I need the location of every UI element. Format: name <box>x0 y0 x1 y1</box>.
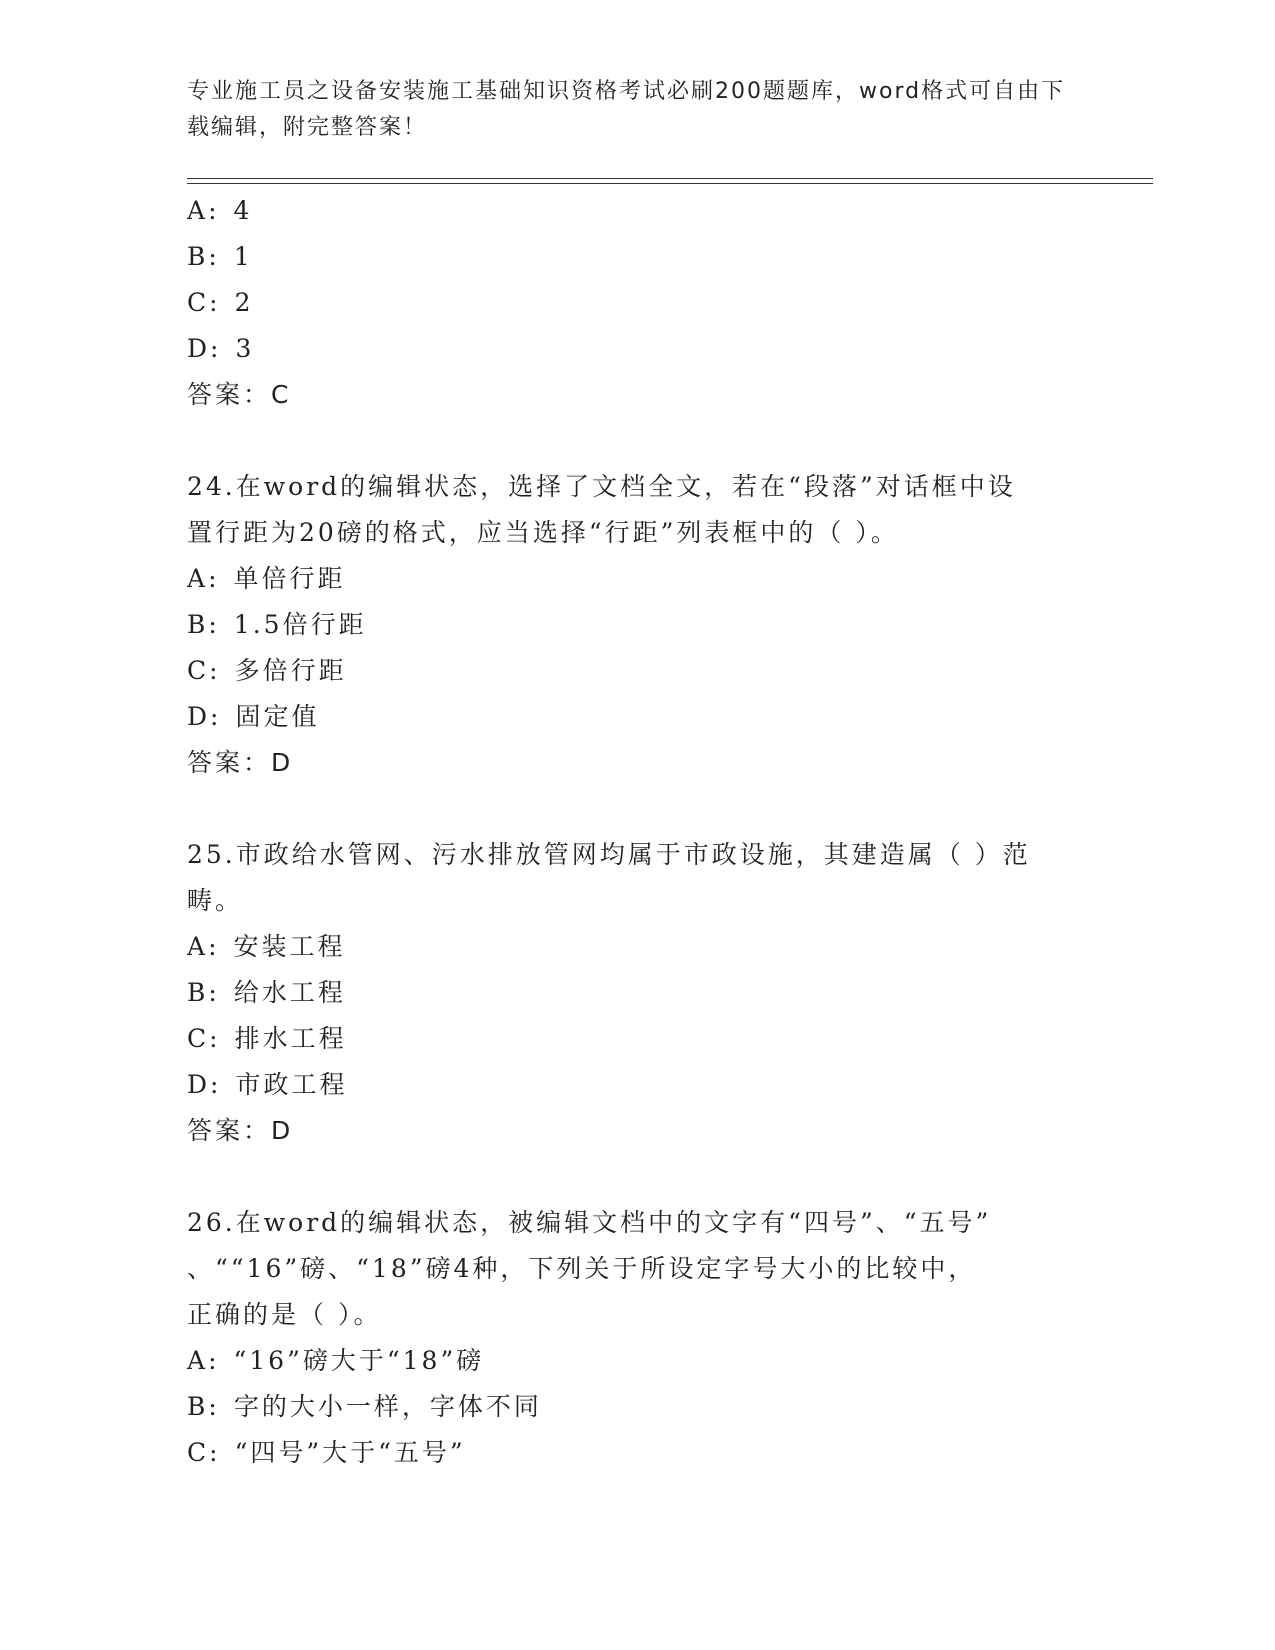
option-text: 3 <box>235 334 255 363</box>
question-text-line: 26.在word的编辑状态，被编辑文档中的文字有“四号”、“五号” <box>187 1208 992 1237</box>
option-text: 4 <box>233 196 253 225</box>
question-text-line: 、““16”磅、“18”磅4种，下列关于所设定字号大小的比较中， <box>187 1254 977 1283</box>
option-text: 固定值 <box>235 702 320 731</box>
question-text-line: 25.市政给水管网、污水排放管网均属于市政设施，其建造属（ ）范 <box>187 840 1031 869</box>
option-d: D: 3 <box>187 334 255 363</box>
question-block-24 <box>187 464 1087 786</box>
option-text: 市政工程 <box>235 1070 348 1099</box>
option-b: B: 给水工程 <box>187 978 346 1007</box>
option-text: 1 <box>233 242 253 271</box>
option-text: 1.5倍行距 <box>233 610 367 639</box>
header-divider-bottom <box>187 183 1153 184</box>
question-text-line: 置行距为20磅的格式，应当选择“行距”列表框中的（ ）。 <box>187 518 899 547</box>
option-b: B: 字的大小一样，字体不同 <box>187 1392 542 1421</box>
document-content <box>187 188 1087 1476</box>
option-c: C: 多倍行距 <box>187 656 347 685</box>
header-divider-top <box>187 178 1153 179</box>
answer-line: 答案：D <box>187 1116 294 1145</box>
option-text: 单倍行距 <box>233 564 346 593</box>
option-a: A: “16”磅大于“18”磅 <box>187 1346 485 1375</box>
option-a: A: 单倍行距 <box>187 564 346 593</box>
question-text-line: 正确的是（ ）。 <box>187 1300 382 1329</box>
option-d: D: 固定值 <box>187 702 320 731</box>
question-block-prev <box>187 188 1087 418</box>
option-text: 给水工程 <box>233 978 346 1007</box>
option-b: B: 1 <box>187 242 253 271</box>
question-text-line: 24.在word的编辑状态，选择了文档全文，若在“段落”对话框中设 <box>187 472 1016 501</box>
option-text: 排水工程 <box>234 1024 347 1053</box>
option-text: 2 <box>234 288 254 317</box>
option-c: C: 排水工程 <box>187 1024 347 1053</box>
option-a: A: 4 <box>187 196 253 225</box>
option-text: 字的大小一样，字体不同 <box>233 1392 542 1421</box>
document-header-title: 专业施工员之设备安装施工基础知识资格考试必刷200题题库，word格式可自由下载编辑，附完整答案！ <box>187 79 1066 140</box>
option-d: D: 市政工程 <box>187 1070 348 1099</box>
question-text-line: 畴。 <box>187 886 244 915</box>
option-text: 安装工程 <box>233 932 346 961</box>
answer-line: 答案：D <box>187 748 294 777</box>
option-text: 多倍行距 <box>234 656 347 685</box>
option-text: “16”磅大于“18”磅 <box>233 1346 485 1375</box>
question-block-26 <box>187 1200 1087 1476</box>
question-block-25 <box>187 832 1087 1154</box>
answer-line: 答案：C <box>187 380 292 409</box>
option-b: B: 1.5倍行距 <box>187 610 367 639</box>
option-text: “四号”大于“五号” <box>234 1438 466 1467</box>
option-c: C: “四号”大于“五号” <box>187 1438 466 1467</box>
option-c: C: 2 <box>187 288 254 317</box>
option-a: A: 安装工程 <box>187 932 346 961</box>
